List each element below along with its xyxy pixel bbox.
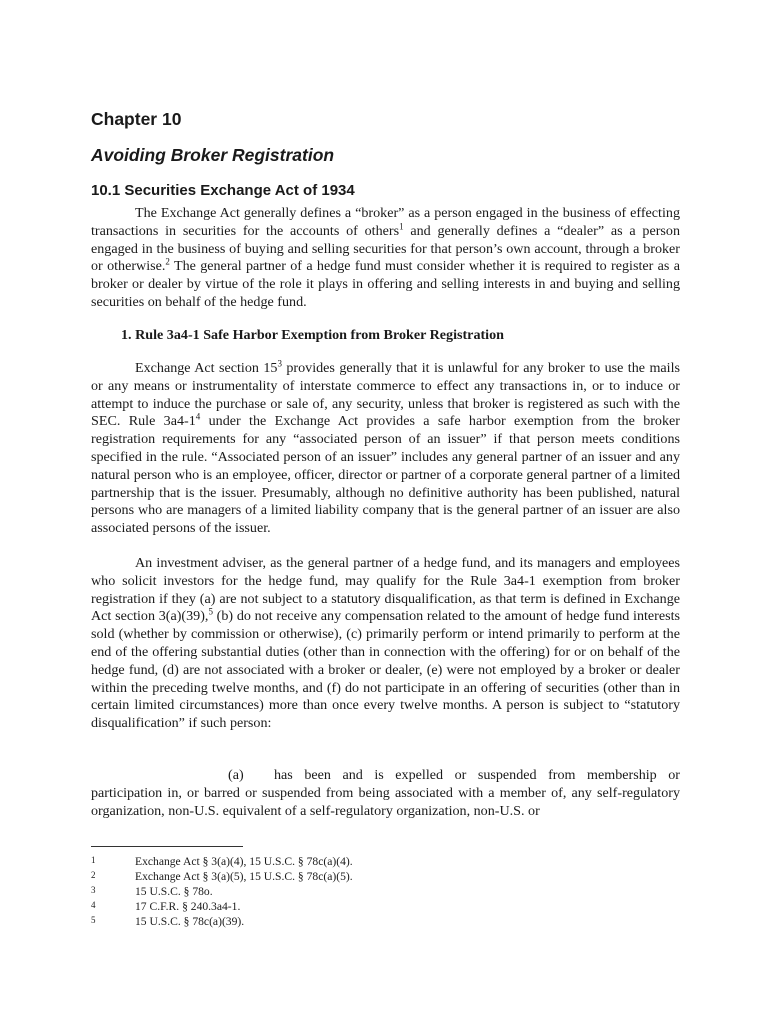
footnote-text: 17 C.F.R. § 240.3a4-1. (135, 900, 241, 914)
footnote-number: 4 (91, 900, 96, 911)
paragraph3-text-a: An investment adviser, as the general partner of a hedge fund, and its managers and employees who solicit investors for the hedge fund, may qualify for the Rule 3a4-1 exemption from broker registration if they (a) are not subject to a statutory disqualification, as that term is defined in Exchange Act section 3(a)(39), (91, 555, 680, 625)
footnote-number: 3 (91, 885, 96, 896)
footnote-ref-5: 5 (208, 606, 213, 617)
paragraph1-text-a: The Exchange Act generally defines a “broker” as a person engaged in the business of effecting transactions in securities for the accounts of others (91, 205, 680, 239)
paragraph1-text-c: The general partner of a hedge fund must consider whether it is required to register as a broker or dealer by virtue of the role it plays in offering and selling interests in and buying and selling securities on behalf of the hedge fund. (91, 258, 680, 310)
footnote-text: Exchange Act § 3(a)(4), 15 U.S.C. § 78c(a)(4). (135, 855, 353, 868)
footnote-text: 15 U.S.C. § 78c(a)(39). (135, 915, 245, 929)
footnote-number: 2 (91, 870, 96, 881)
paragraph-disqualification-a (91, 767, 680, 820)
chapter-title: Avoiding Broker Registration (91, 145, 335, 165)
paragraph3-text-b: (b) do not receive any compensation related to the amount of hedge fund interests sold (whether by commission or otherwise), (c) primarily perform or intend primarily to perform at the end of the offering substantial duties (other than in connection with the offering) for or on behalf of the hedge fund, (d) are not associated with a broker or dealer, (e) were not employed by a broker or dealer within the preceding twelve months, and (f) do not participate in an offering of securities (other than in certain limited circumstances) more than once every twelve months. A person is subject to “statutory disqualification” if such person: (91, 608, 680, 732)
section-heading: 10.1 Securities Exchange Act of 1934 (91, 182, 355, 199)
footnote-text: 15 U.S.C. § 78o. (135, 885, 213, 899)
footnotes (91, 854, 353, 929)
footnote-divider (91, 846, 243, 847)
paragraph2-text-a: Exchange Act section 15 (135, 360, 278, 376)
footnote-ref-1: 1 (399, 221, 404, 232)
paragraph-section-15 (91, 360, 680, 538)
subheading-rule-3a4-1: 1. Rule 3a4-1 Safe Harbor Exemption from Broker Registration (121, 327, 504, 343)
paragraph2-text-b: provides generally that it is unlawful for any broker to use the mails or any means or instrumentality of interstate commerce to effect any transactions in, or to induce or attempt to induce the purchase or sale of, any security, unless that broker is registered as such with the SEC. Rule 3a4-1 (91, 360, 680, 430)
list-label-a: (a) (228, 767, 244, 783)
paragraph4-text: has been and is expelled or suspended from membership or participation in, or barred or suspended from being associated with a member of, any self-regulatory organization, non-U.S. equivalent of a self-regulatory organization, non-U.S. or (91, 767, 680, 819)
footnote-number: 5 (91, 915, 96, 926)
paragraph-investment-adviser (91, 555, 680, 733)
paragraph1-text-b: and generally defines a “dealer” as a person engaged in the business of buying and selling securities for that person’s own account, through a broker or otherwise. (91, 222, 680, 275)
footnote-item (91, 854, 353, 869)
paragraph-broker-definition (91, 205, 680, 312)
paragraph2-text-c: under the Exchange Act provides a safe harbor exemption from the broker registration requirements for any “associated person of an issuer” if that person meets conditions specified in the rule. “Associated person of an issuer” includes any general partner of an issuer and any natural person who is an employee, officer, director or partner of a corporate general partner of a limited partnership that is the issuer. Presumably, although no definitive authority has been published, natural persons who are managers of a limited liability company that is the general partner of an issuer are also associated persons of the issuer. (91, 413, 680, 537)
chapter-number: Chapter 10 (91, 109, 182, 129)
footnote-item (91, 884, 353, 899)
footnote-item (91, 869, 353, 884)
footnote-ref-3: 3 (277, 358, 282, 369)
footnote-ref-4: 4 (195, 411, 201, 422)
footnote-item (91, 899, 353, 914)
footnote-ref-2: 2 (165, 256, 170, 267)
footnote-item (91, 914, 353, 929)
footnote-text: Exchange Act § 3(a)(5), 15 U.S.C. § 78c(a)(5). (135, 870, 353, 884)
footnote-number: 1 (91, 855, 96, 865)
